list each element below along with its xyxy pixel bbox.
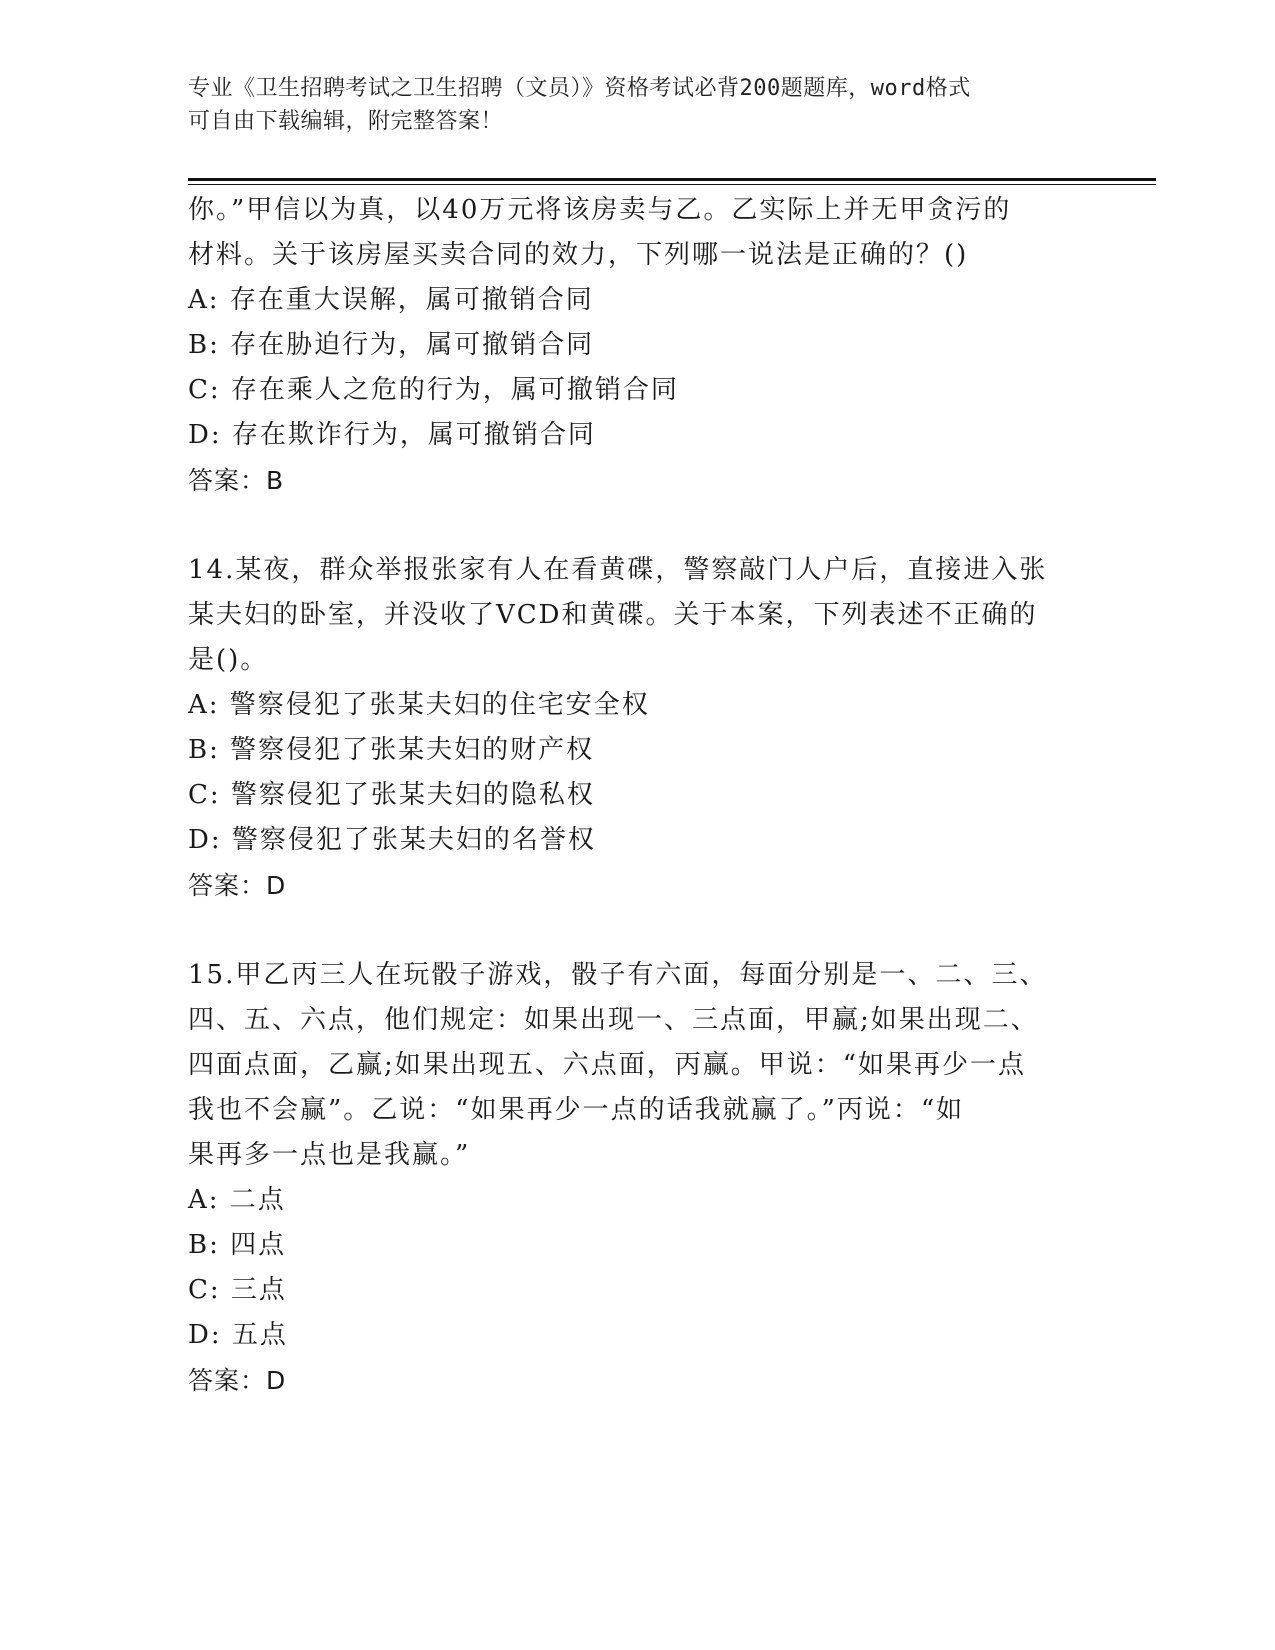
- question-text-line: 材料。关于该房屋买卖合同的效力，下列哪一说法是正确的？(): [188, 240, 969, 270]
- option-b: B: 存在胁迫行为，属可撤销合同: [188, 330, 595, 360]
- option-b: B: 四点: [188, 1230, 287, 1260]
- question-text-line: 你。”甲信以为真，以40万元将该房卖与乙。乙实际上并无甲贪污的: [188, 195, 1012, 225]
- question-text-line: 15.甲乙丙三人在玩骰子游戏，骰子有六面，每面分别是一、二、三、: [188, 960, 1048, 990]
- question-text-line: 我也不会赢”。乙说：“如果再少一点的话我就赢了。”丙说：“如: [188, 1095, 965, 1125]
- question-13-continued: [188, 188, 1078, 503]
- option-d: D: 存在欺诈行为，属可撤销合同: [188, 420, 596, 450]
- header-rule-thick: [188, 178, 1156, 181]
- header-rule-thin: [188, 184, 1156, 185]
- option-c: C: 存在乘人之危的行为，属可撤销合同: [188, 375, 679, 405]
- question-text-line: 14.某夜，群众举报张家有人在看黄碟，警察敲门人户后，直接进入张: [188, 555, 1048, 585]
- document-header: [188, 72, 1068, 138]
- document-body: [188, 188, 1078, 1403]
- option-b: B: 警察侵犯了张某夫妇的财产权: [188, 735, 595, 765]
- question-text-line: 四面点面，乙赢;如果出现五、六点面，丙赢。甲说：“如果再少一点: [188, 1050, 1027, 1080]
- question-text-line: 是()。: [188, 645, 269, 675]
- question-15: [188, 953, 1078, 1403]
- option-c: C: 三点: [188, 1275, 287, 1305]
- option-c: C: 警察侵犯了张某夫妇的隐私权: [188, 780, 595, 810]
- spacer: [188, 503, 1078, 548]
- option-a: A: 警察侵犯了张某夫妇的住宅安全权: [188, 690, 650, 720]
- header-line-2: 可自由下载编辑，附完整答案！: [188, 109, 504, 134]
- option-d: D: 五点: [188, 1320, 288, 1350]
- option-a: A: 存在重大误解，属可撤销合同: [188, 285, 594, 315]
- question-14: [188, 548, 1078, 908]
- question-text-line: 某夫妇的卧室，并没收了VCD和黄碟。关于本案，下列表述不正确的: [188, 600, 1038, 630]
- question-text-line: 果再多一点也是我赢。”: [188, 1140, 471, 1170]
- option-d: D: 警察侵犯了张某夫妇的名誉权: [188, 825, 596, 855]
- answer-line: 答案：D: [188, 1366, 287, 1395]
- spacer: [188, 908, 1078, 953]
- question-text-line: 四、五、六点，他们规定：如果出现一、三点面，甲赢;如果出现二、: [188, 1005, 1039, 1035]
- answer-line: 答案：B: [188, 466, 285, 495]
- option-a: A: 二点: [188, 1185, 286, 1215]
- header-line-1: 专业《卫生招聘考试之卫生招聘（文员）》资格考试必背200题题库，word格式: [188, 76, 971, 101]
- answer-line: 答案：D: [188, 871, 287, 900]
